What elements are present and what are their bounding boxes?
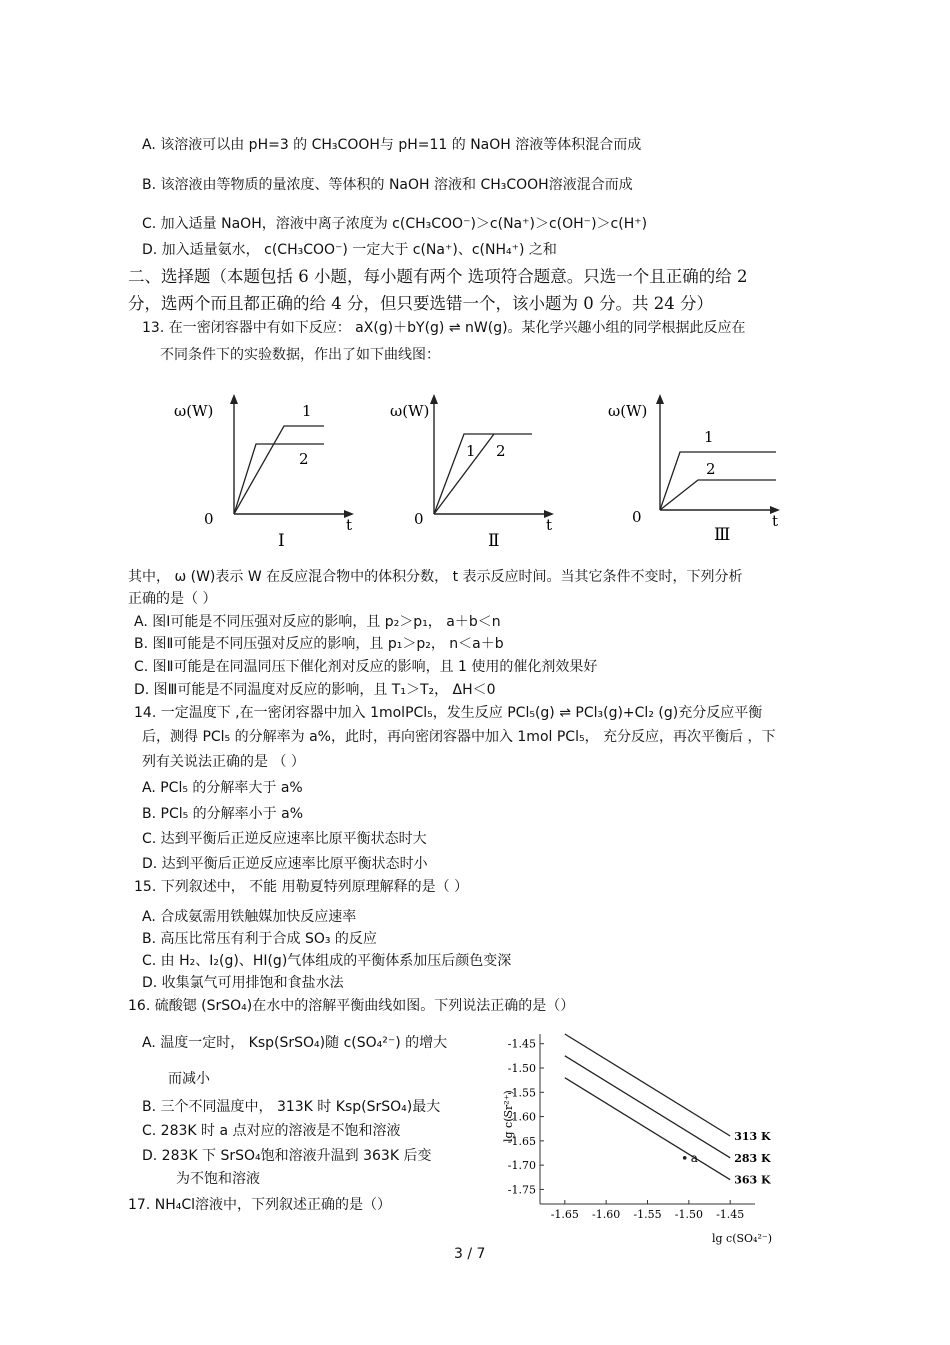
q13-stem-line2: 不同条件下的实验数据，作出了如下曲线图： — [160, 347, 440, 363]
y-axis-arrow — [656, 394, 664, 404]
x-tick-label: -1.55 — [633, 1208, 662, 1221]
curve-2-label: 2 — [706, 460, 716, 478]
q16-option-a-cont: 而减小 — [168, 1071, 210, 1087]
q15-option-c: C. 由 H₂、I₂(g)、HI(g)气体组成的平衡体系加压后颜色变深 — [142, 953, 512, 969]
curve-2-label: 2 — [299, 450, 309, 468]
section2-heading-line1: 二、选择题（本题包括 6 小题，每小题有两个 选项符合题意。只选一个且正确的给 2 — [128, 267, 748, 286]
curve-1 — [660, 452, 776, 510]
roman-label: Ⅰ — [278, 531, 285, 551]
q15-option-d: D. 收集氯气可用排饱和食盐水法 — [142, 975, 344, 991]
x-label: t — [772, 512, 779, 530]
q13-stem-line1: 13. 在一密闭容器中有如下反应： aX(g)＋bY(g) ⇌ nW(g)。某化学兴趣小组的同学根据此反应在 — [142, 320, 746, 336]
series-line-313k — [565, 1034, 730, 1136]
y-axis-arrow — [430, 394, 438, 404]
origin-label: 0 — [632, 508, 642, 526]
q13-option-c: C. 图Ⅱ可能是在同温同压下催化剂对反应的影响，且 1 使用的催化剂效果好 — [134, 659, 598, 675]
series-line-283k — [565, 1056, 730, 1158]
q12-option-b: B. 该溶液由等物质的量浓度、等体积的 NaOH 溶液和 CH₃COOH溶液混合而成 — [142, 177, 633, 193]
q13-graph-1 — [170, 392, 360, 552]
series-label: 363 K — [734, 1173, 771, 1187]
q16-option-d-cont: 为不饱和溶液 — [176, 1171, 260, 1187]
q13-option-b: B. 图Ⅱ可能是不同压强对反应的影响，且 p₁＞p₂， n＜a＋b — [134, 636, 504, 652]
q14-option-d: D. 达到平衡后正逆反应速率比原平衡状态时小 — [142, 856, 428, 872]
y-label: ω(W) — [390, 402, 430, 420]
y-label: ω(W) — [174, 402, 214, 420]
point-a — [683, 1156, 687, 1160]
q14-option-c: C. 达到平衡后正逆反应速率比原平衡状态时大 — [142, 831, 427, 847]
y-tick-label: -1.75 — [507, 1183, 536, 1197]
y-tick-label: -1.45 — [507, 1037, 536, 1051]
q16-option-d: D. 283K 下 SrSO₄饱和溶液升温到 363K 后变 — [142, 1148, 432, 1164]
curve-2-label: 2 — [496, 442, 506, 460]
q16-option-a: A. 温度一定时， Ksp(SrSO₄)随 c(SO₄²⁻) 的增大 — [142, 1035, 448, 1051]
q13-option-a: A. 图Ⅰ可能是不同压强对反应的影响，且 p₂＞p₁， a＋b＜n — [134, 614, 501, 630]
curve-1 — [434, 434, 532, 514]
point-a-label: a — [690, 1150, 698, 1165]
y-tick-label: -1.55 — [507, 1086, 536, 1100]
q12-option-c: C. 加入适量 NaOH，溶液中离子浓度为 c(CH₃COO⁻)＞c(Na⁺)＞c(OH⁻)＞c(H⁺) — [142, 216, 648, 232]
q16-option-c: C. 283K 时 a 点对应的溶液是不饱和溶液 — [142, 1123, 401, 1139]
y-tick-label: -1.65 — [507, 1134, 536, 1148]
q17-stem: 17. NH₄Cl溶液中，下列叙述正确的是（） — [128, 1197, 391, 1213]
curve-2 — [434, 434, 494, 514]
q13-graph-2 — [382, 392, 572, 552]
q15-option-a: A. 合成氨需用铁触媒加快反应速率 — [142, 909, 357, 925]
origin-label: 0 — [414, 510, 424, 528]
q15-option-b: B. 高压比常压有利于合成 SO₃ 的反应 — [142, 931, 377, 947]
q14-stem-line3: 列有关说法正确的是 （ ） — [142, 754, 305, 770]
curve-1-label: 1 — [466, 442, 476, 460]
series-line-363k — [565, 1078, 730, 1180]
q14-option-b: B. PCl₅ 的分解率小于 a% — [142, 806, 304, 822]
roman-label: Ⅲ — [714, 525, 731, 545]
y-tick-label: -1.50 — [507, 1062, 536, 1075]
roman-label: Ⅱ — [488, 531, 500, 551]
x-tick-label: -1.45 — [716, 1208, 745, 1221]
y-tick-label: -1.70 — [507, 1159, 536, 1173]
curve-1-label: 1 — [302, 402, 312, 420]
y-axis-arrow — [230, 394, 238, 404]
curve-2 — [660, 480, 776, 510]
page-number: 3 / 7 — [454, 1246, 486, 1262]
q14-stem-line2: 后，测得 PCl₅ 的分解率为 a%，此时，再向密闭容器中加入 1mol PCl₅， 充分反应，再次平衡后 ，下 — [142, 729, 776, 745]
q16-solubility-chart — [490, 1024, 790, 1254]
series-label: 313 K — [734, 1130, 771, 1143]
curve-2 — [234, 444, 324, 514]
x-tick-label: -1.50 — [674, 1208, 703, 1221]
q15-stem: 15. 下列叙述中， 不能 用勒夏特列原理解释的是（ ） — [134, 879, 469, 895]
x-label: t — [546, 516, 553, 534]
origin-label: 0 — [204, 510, 214, 528]
y-tick-label: -1.60 — [507, 1110, 536, 1124]
chart-y-label: lg c(Sr²⁺) — [502, 1090, 515, 1142]
q12-option-d: D. 加入适量氨水， c(CH₃COO⁻) 一定大于 c(Na⁺)、c(NH₄⁺) 之和 — [142, 242, 557, 258]
q13-note-line2: 正确的是（ ） — [128, 591, 217, 607]
q16-stem: 16. 硫酸锶 (SrSO₄)在水中的溶解平衡曲线如图。下列说法正确的是（） — [128, 998, 575, 1014]
q12-option-a: A. 该溶液可以由 pH=3 的 CH₃COOH与 pH=11 的 NaOH 溶液等体积混合而成 — [142, 137, 642, 153]
q14-stem-line1: 14. 一定温度下 ,在一密闭容器中加入 1molPCl₅，发生反应 PCl₅(g) ⇌ PCl₃(g)+Cl₂ (g)充分反应平衡 — [134, 705, 763, 721]
q13-note-line1: 其中， ω (W)表示 W 在反应混合物中的体积分数， t 表示反应时间。当其它条件不变时，下列分析 — [128, 569, 743, 585]
x-tick-label: -1.65 — [550, 1208, 579, 1221]
series-label: 283 K — [734, 1151, 771, 1165]
curve-1-label: 1 — [704, 428, 714, 446]
y-label: ω(W) — [608, 402, 648, 420]
q13-option-d: D. 图Ⅲ可能是不同温度对反应的影响，且 T₁＞T₂， ΔH＜0 — [134, 682, 496, 698]
q14-option-a: A. PCl₅ 的分解率大于 a% — [142, 780, 303, 796]
x-label: t — [346, 516, 353, 534]
chart-x-label: lg c(SO₄²⁻) — [712, 1232, 772, 1245]
q16-option-b: B. 三个不同温度中， 313K 时 Ksp(SrSO₄)最大 — [142, 1099, 441, 1115]
q13-graph-3 — [600, 392, 790, 552]
x-tick-label: -1.60 — [592, 1208, 621, 1221]
section2-heading-line2: 分，选两个而且都正确的给 4 分，但只要选错一个，该小题为 0 分。共 24 分） — [128, 294, 713, 313]
